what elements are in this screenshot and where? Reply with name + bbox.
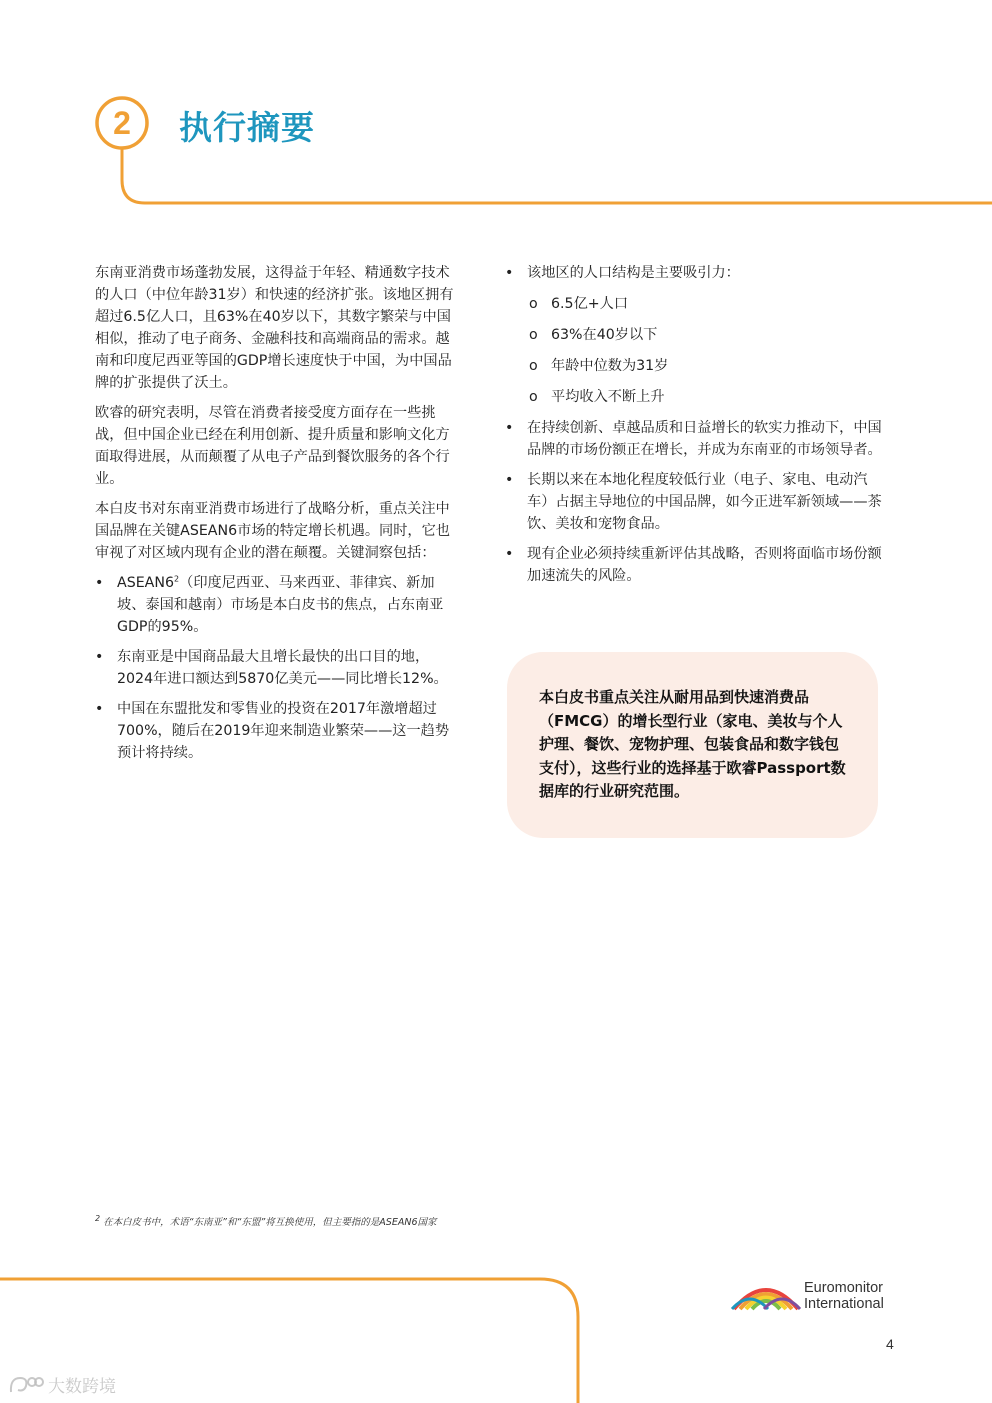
chapter-number: 2 [113, 104, 131, 141]
bullet-marker: • [505, 420, 514, 436]
watermark-logo-icon [8, 1374, 44, 1396]
footnote-reference: 2 [174, 574, 180, 584]
brand-line-2: International [804, 1295, 884, 1312]
list-item [505, 262, 885, 408]
list-item [95, 646, 455, 690]
footnote-text: 在本白皮书中，术语“东南亚”和“东盟”将互换使用，但主要指的是ASEAN6国家 [103, 1217, 437, 1228]
sub-list-item [527, 355, 885, 377]
sub-item-text: 平均收入不断上升 [551, 389, 665, 405]
brand-name [804, 1281, 884, 1312]
sub-list-item [527, 386, 885, 408]
sub-bullet-marker: o [529, 327, 538, 343]
bullet-marker: • [505, 546, 514, 562]
watermark [8, 1372, 116, 1397]
page-number: 4 [886, 1336, 894, 1352]
research-paragraph: 欧睿的研究表明，尽管在消费者接受度方面存在一些挑战，但中国企业已经在利用创新、提升质量和影响文化方面取得进展，从而颠覆了从电子产品到餐饮服务的各个行业。 [95, 405, 450, 487]
bullet-text: 东南亚是中国商品最大且增长最快的出口目的地，2024年进口额达到5870亿美元——同比增长12%。 [117, 649, 448, 687]
bullet-marker: • [95, 649, 104, 665]
sub-list-item [527, 324, 885, 346]
bullet-marker: • [505, 472, 514, 488]
sub-bullet-marker: o [529, 296, 538, 312]
sub-item-text: 6.5亿+人口 [551, 296, 629, 312]
bullet-text: 该地区的人口结构是主要吸引力： [527, 265, 740, 281]
footnote [95, 1214, 695, 1228]
sub-bullet-marker: o [529, 389, 538, 405]
list-item [505, 469, 885, 535]
sub-list-item [527, 293, 885, 315]
sub-bullet-marker: o [529, 358, 538, 374]
sub-item-text: 年龄中位数为31岁 [551, 358, 669, 374]
list-item [505, 543, 885, 587]
bullet-text-post: （印度尼西亚、马来西亚、菲律宾、新加坡、泰国和越南）市场是本白皮书的焦点，占东南亚GDP的95%。 [117, 575, 444, 635]
footnote-marker: 2 [95, 1213, 101, 1223]
bullet-marker: • [505, 265, 514, 281]
right-column [505, 262, 885, 595]
callout-box [507, 652, 878, 838]
callout-text: 本白皮书重点关注从耐用品到快速消费品（FMCG）的增长型行业（家电、美妆与个人护理、餐饮、宠物护理、包装食品和数字钱包支付），这些行业的选择基于欧睿Passport数据库的行业研究范围。 [539, 688, 846, 801]
bullet-marker: • [95, 701, 104, 717]
brand-line-1: Euromonitor [804, 1280, 883, 1296]
left-column [95, 262, 455, 772]
bullet-text-pre: ASEAN6 [117, 575, 175, 591]
highlights-list [505, 262, 885, 587]
bullet-text: 在持续创新、卓越品质和日益增长的软实力推动下，中国品牌的市场份额正在增长，并成为东南亚的市场领导者。 [527, 420, 882, 458]
sub-item-text: 63%在40岁以下 [551, 327, 658, 343]
list-item [95, 698, 455, 764]
watermark-text: 大数跨境 [48, 1377, 116, 1397]
list-item [95, 572, 455, 638]
bullet-text: 长期以来在本地化程度较低行业（电子、家电、电动汽车）占据主导地位的中国品牌，如今正进军新领域——茶饮、美妆和宠物食品。 [527, 472, 882, 532]
demographics-sublist [527, 293, 885, 408]
intro-paragraph: 东南亚消费市场蓬勃发展，这得益于年轻、精通数字技术的人口（中位年龄31岁）和快速的经济扩张。该地区拥有超过6.5亿人口，且63%在40岁以下，其数字繁荣与中国相似，推动了电子商务、金融科技和高端商品的需求。越南和印度尼西亚等国的GDP增长速度快于中国，为中国品牌的扩张提供了沃土。 [95, 265, 454, 391]
key-insights-list [95, 572, 455, 764]
list-item [505, 417, 885, 461]
bullet-text: 中国在东盟批发和零售业的投资在2017年激增超过700%，随后在2019年迎来制造业繁荣——这一趋势预计将持续。 [117, 701, 450, 761]
bullet-marker: • [95, 575, 104, 591]
bullet-text: 现有企业必须持续重新评估其战略，否则将面临市场份额加速流失的风险。 [527, 546, 882, 584]
page-title: 执行摘要 [179, 108, 315, 147]
analysis-paragraph: 本白皮书对东南亚消费市场进行了战略分析，重点关注中国品牌在关键ASEAN6市场的特定增长机遇。同时，它也审视了对区域内现有企业的潜在颠覆。关键洞察包括： [95, 501, 450, 561]
